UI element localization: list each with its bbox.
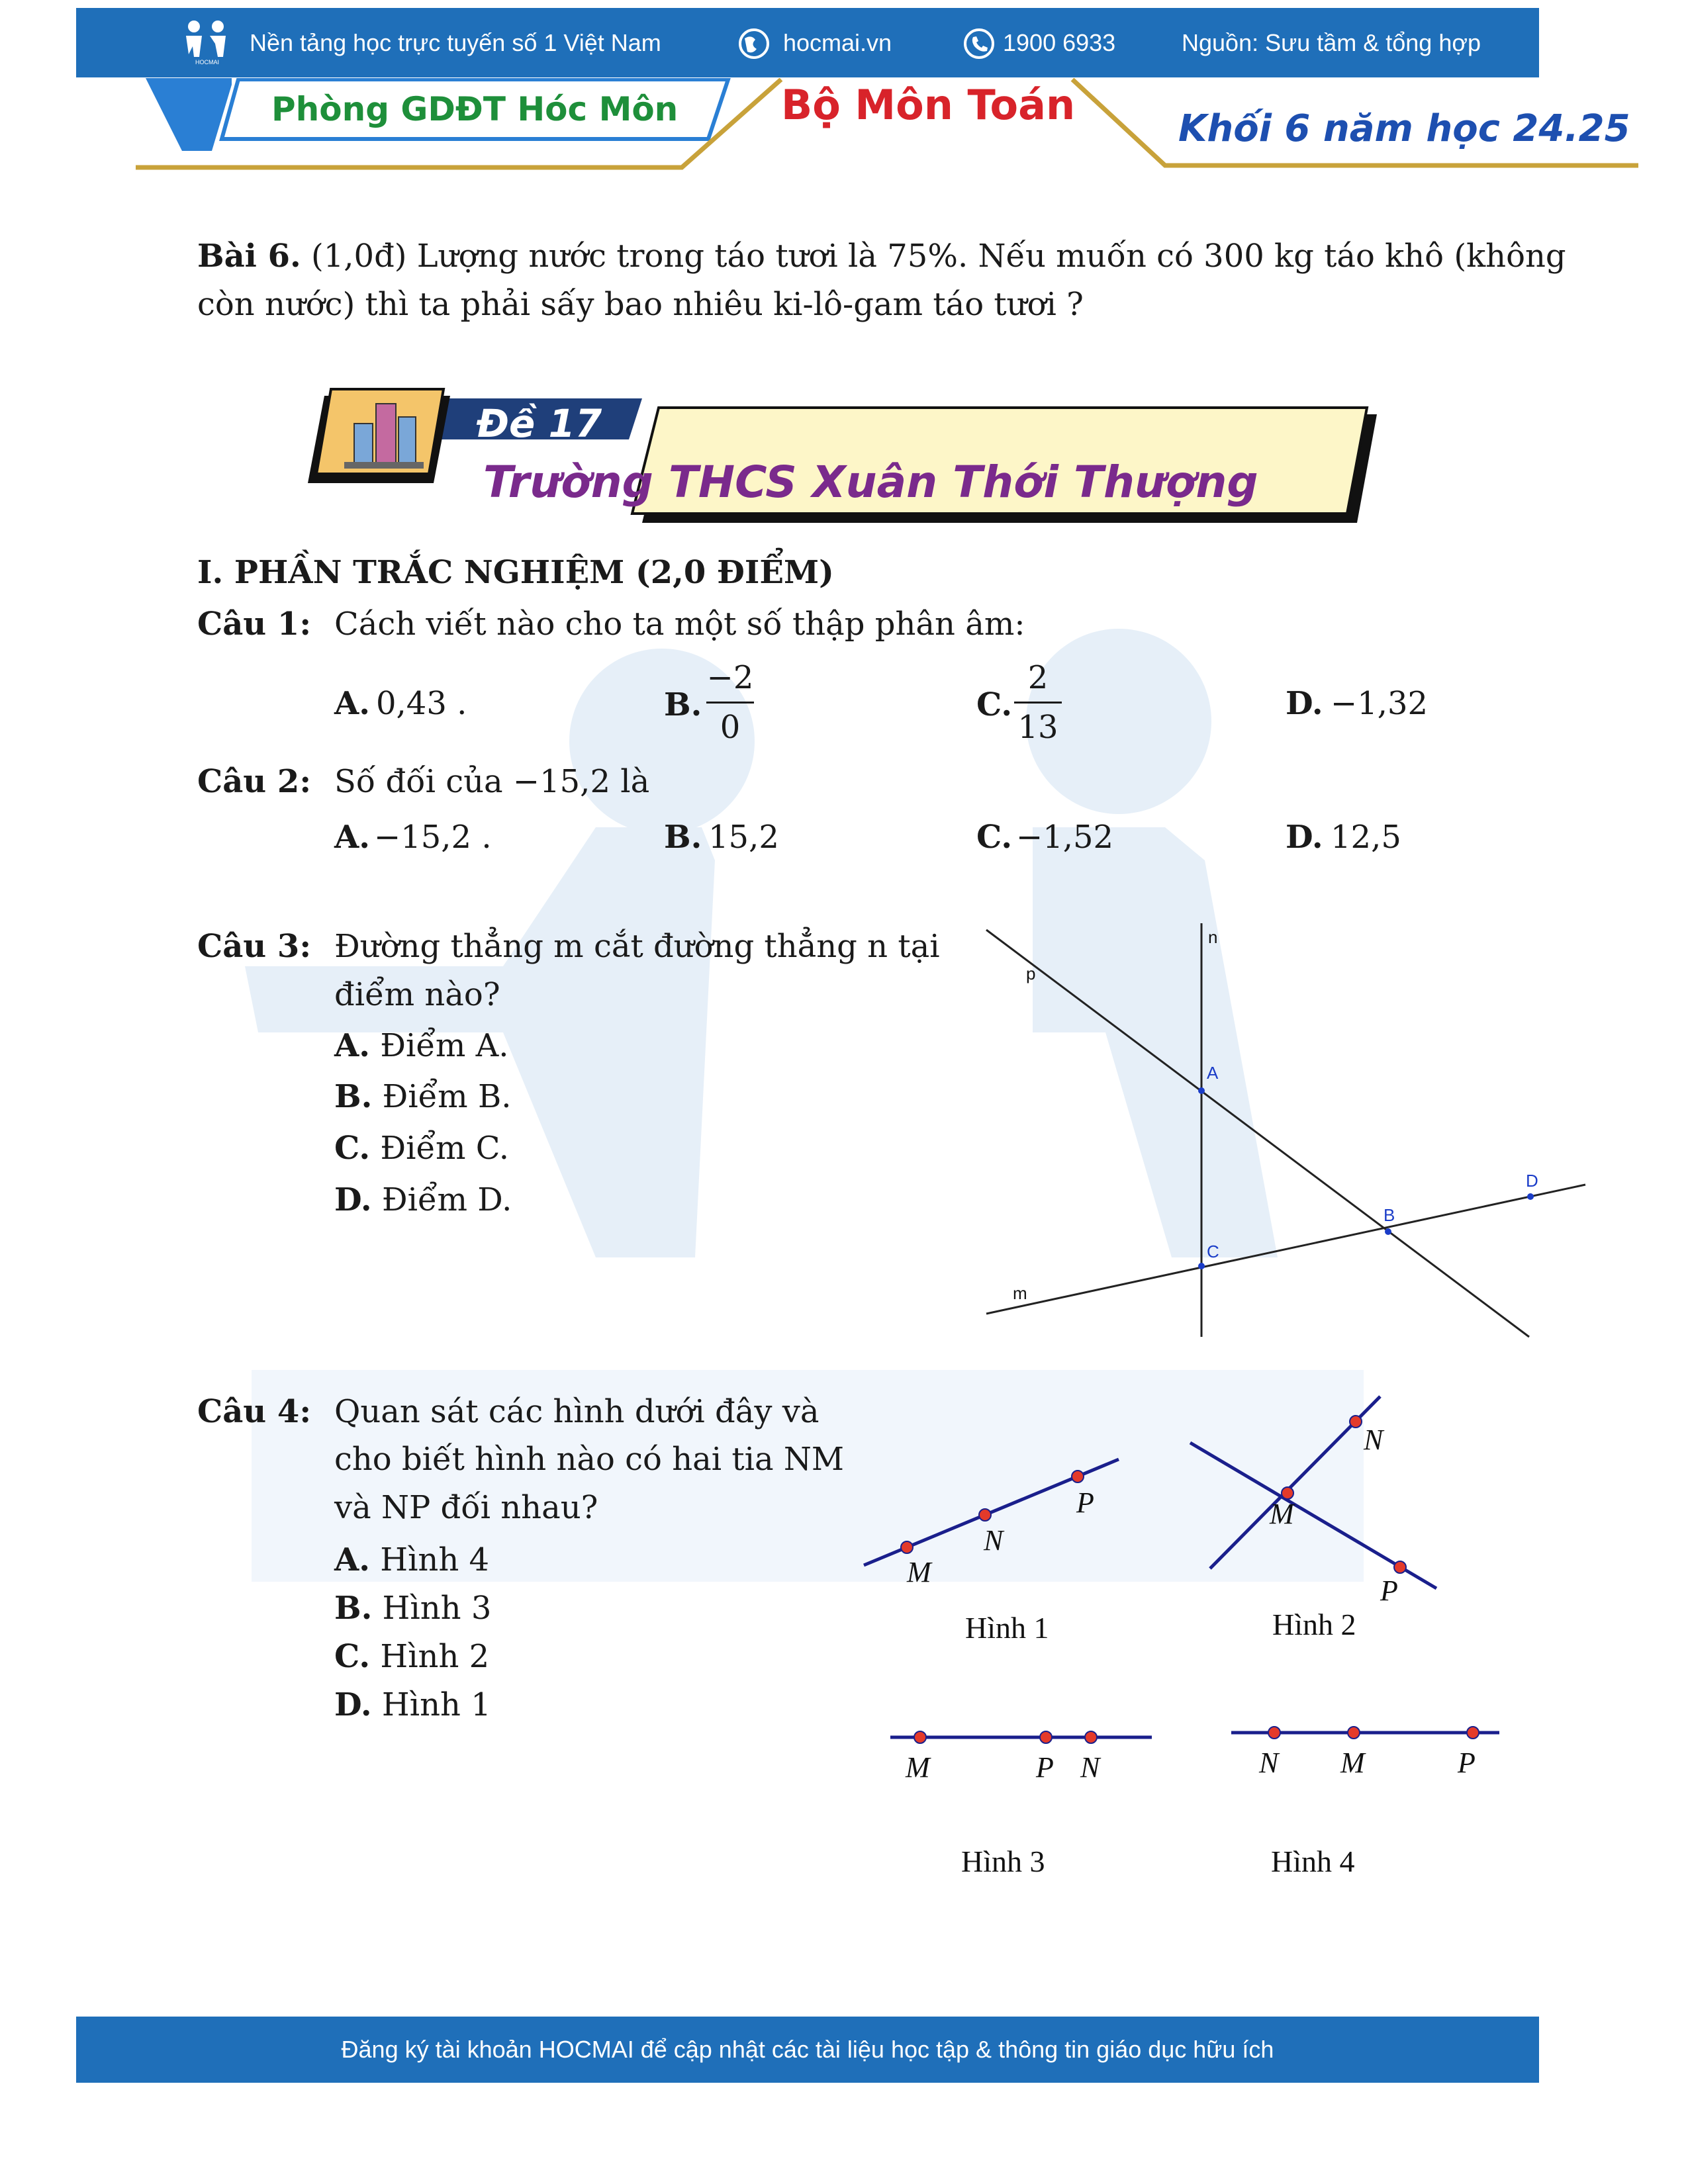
q1-d-label: D. [1286, 685, 1323, 722]
q2-a-label: A. [334, 819, 370, 856]
q1-c-fraction [1011, 658, 1064, 747]
subject-name: Bộ Môn Toán [781, 81, 1076, 129]
q1-c-label: C. [976, 686, 1013, 723]
fig4-label-p: P [1458, 1747, 1476, 1779]
label-n: n [1208, 927, 1218, 947]
q3-option-a [334, 1023, 509, 1069]
q1-a-value: 0,43 . [376, 685, 467, 722]
q2-c-label: C. [976, 819, 1013, 856]
q4-d-label: D. [334, 1686, 372, 1723]
point-A [1198, 1087, 1205, 1094]
fig1 [864, 1459, 1119, 1645]
q4-text2: cho biết hình nào có hai tia NM [334, 1441, 844, 1478]
q3-label: Câu 3: [197, 928, 312, 965]
q3-option-c [334, 1125, 509, 1171]
q4-c-label: C. [334, 1638, 371, 1675]
q1-c-denominator: 13 [1017, 709, 1058, 746]
q3-a-label: A. [334, 1027, 370, 1064]
grade-year: Khối 6 năm học 24.25 [1178, 107, 1630, 150]
fig2-label-m: M [1270, 1498, 1294, 1530]
source-note: Nguồn: Sưu tầm & tổng hợp [1182, 29, 1481, 56]
phone-icon [963, 28, 995, 60]
q4-text1: Quan sát các hình dưới đây và [334, 1393, 820, 1430]
footer-banner[interactable]: Đăng ký tài khoản HOCMAI để cập nhật các tài liệu học tập & thông tin giáo dục hữu ích [76, 2017, 1539, 2083]
fig2 [1190, 1396, 1436, 1641]
fig3-label-n: N [1080, 1751, 1100, 1784]
q1-text: Cách viết nào cho ta một số thập phân âm: [334, 606, 1025, 643]
q4-figures [854, 1377, 1523, 1893]
q4-c-value: Hình 2 [380, 1638, 490, 1675]
point-D [1527, 1193, 1534, 1200]
exam-number: Đề 17 [477, 401, 602, 446]
q4-option-c [334, 1633, 489, 1680]
q1-a-label: A. [334, 685, 370, 722]
fig4-caption: Hình 4 [1271, 1844, 1355, 1878]
q2-label: Câu 2: [197, 763, 312, 800]
section1-title: I. PHẦN TRẮC NGHIỆM (2,0 ĐIỂM) [197, 554, 834, 591]
q2-text: Số đối của −15,2 là [334, 763, 650, 800]
point-C [1198, 1263, 1205, 1269]
q4-a-value: Hình 4 [380, 1541, 490, 1578]
q3-a-value: Điểm A. [380, 1027, 509, 1064]
q3-text2: điểm nào? [334, 976, 500, 1013]
fig4 [1231, 1727, 1499, 1878]
q4-text3: và NP đối nhau? [334, 1489, 598, 1526]
q4-option-d [334, 1682, 491, 1728]
q3-option-b [334, 1073, 511, 1120]
q1-b-fraction [704, 658, 757, 747]
department-name: Phòng GDĐT Hóc Môn [271, 90, 679, 128]
fig2-label-p: P [1380, 1574, 1398, 1607]
bai6-line1 [197, 233, 1566, 279]
label-p: p [1026, 964, 1036, 983]
q1-d-value: −1,32 [1331, 685, 1429, 722]
q4-label: Câu 4: [197, 1393, 312, 1430]
globe-icon [738, 28, 770, 60]
q4-option-a [334, 1537, 489, 1583]
point-B [1385, 1228, 1391, 1235]
q3-c-label: C. [334, 1130, 371, 1167]
line-m [986, 1185, 1585, 1314]
hocmai-logo-icon [181, 17, 234, 65]
label-B: B [1383, 1205, 1395, 1225]
q3-b-label: B. [334, 1078, 373, 1115]
fig1-label-n: N [984, 1524, 1004, 1557]
top-banner [76, 8, 1539, 77]
q4-b-value: Hình 3 [382, 1590, 492, 1627]
q4-b-label: B. [334, 1590, 373, 1627]
q1-label: Câu 1: [197, 606, 312, 643]
q1-c-numerator: 2 [1027, 659, 1049, 696]
label-D: D [1526, 1171, 1538, 1191]
fig1-label-p: P [1076, 1486, 1094, 1519]
q3-d-value: Điểm D. [381, 1181, 512, 1218]
q4-option-b [334, 1585, 491, 1631]
q3-c-value: Điểm C. [380, 1130, 510, 1167]
q1-b-denominator: 0 [720, 709, 741, 746]
bai6-text1: (1,0đ) Lượng nước trong táo tươi là 75%. Nếu muốn có 300 kg táo khô (không [311, 238, 1566, 275]
fig1-label-m: M [907, 1556, 931, 1588]
fig3-caption: Hình 3 [961, 1844, 1045, 1878]
q3-text1: Đường thẳng m cắt đường thẳng n tại [334, 928, 940, 965]
q1-b-numerator: −2 [706, 659, 754, 696]
phone-number[interactable]: 1900 6933 [1003, 29, 1116, 56]
label-A: A [1207, 1063, 1219, 1083]
q2-a-value: −15,2 . [374, 819, 492, 856]
fig2-label-n: N [1364, 1424, 1383, 1456]
fig3-label-m: M [906, 1751, 930, 1784]
fig1-caption: Hình 1 [965, 1611, 1049, 1645]
fig4-label-m: M [1340, 1747, 1365, 1779]
q3-d-label: D. [334, 1181, 372, 1218]
fig2-caption: Hình 2 [1272, 1608, 1356, 1641]
tagline: Nền tảng học trực tuyến số 1 Việt Nam [250, 29, 661, 56]
svg-text:HOCMAI: HOCMAI [195, 59, 219, 65]
label-C: C [1207, 1242, 1219, 1261]
q4-d-value: Hình 1 [381, 1686, 491, 1723]
bai6-label: Bài 6. [197, 238, 301, 275]
q4-a-label: A. [334, 1541, 370, 1578]
q2-d-value: 12,5 [1331, 819, 1401, 856]
q3-figure [980, 920, 1602, 1343]
exam-school: Trường THCS Xuân Thới Thượng [483, 457, 1258, 508]
q2-b-value: 15,2 [708, 819, 779, 856]
q1-b-label: B. [664, 686, 702, 723]
q2-b-label: B. [664, 819, 702, 856]
fig3-label-p: P [1036, 1751, 1054, 1784]
line-p [986, 930, 1529, 1337]
label-m: m [1013, 1283, 1027, 1303]
website-link[interactable]: hocmai.vn [783, 29, 892, 56]
bai6-text2: còn nước) thì ta phải sấy bao nhiêu ki-lô-gam táo tươi ? [197, 286, 1084, 323]
q2-c-value: −1,52 [1016, 819, 1114, 856]
fig4-label-n: N [1259, 1747, 1279, 1779]
q2-d-label: D. [1286, 819, 1323, 856]
q3-option-d [334, 1177, 512, 1223]
fig3 [890, 1731, 1152, 1878]
q3-b-value: Điểm B. [382, 1078, 512, 1115]
